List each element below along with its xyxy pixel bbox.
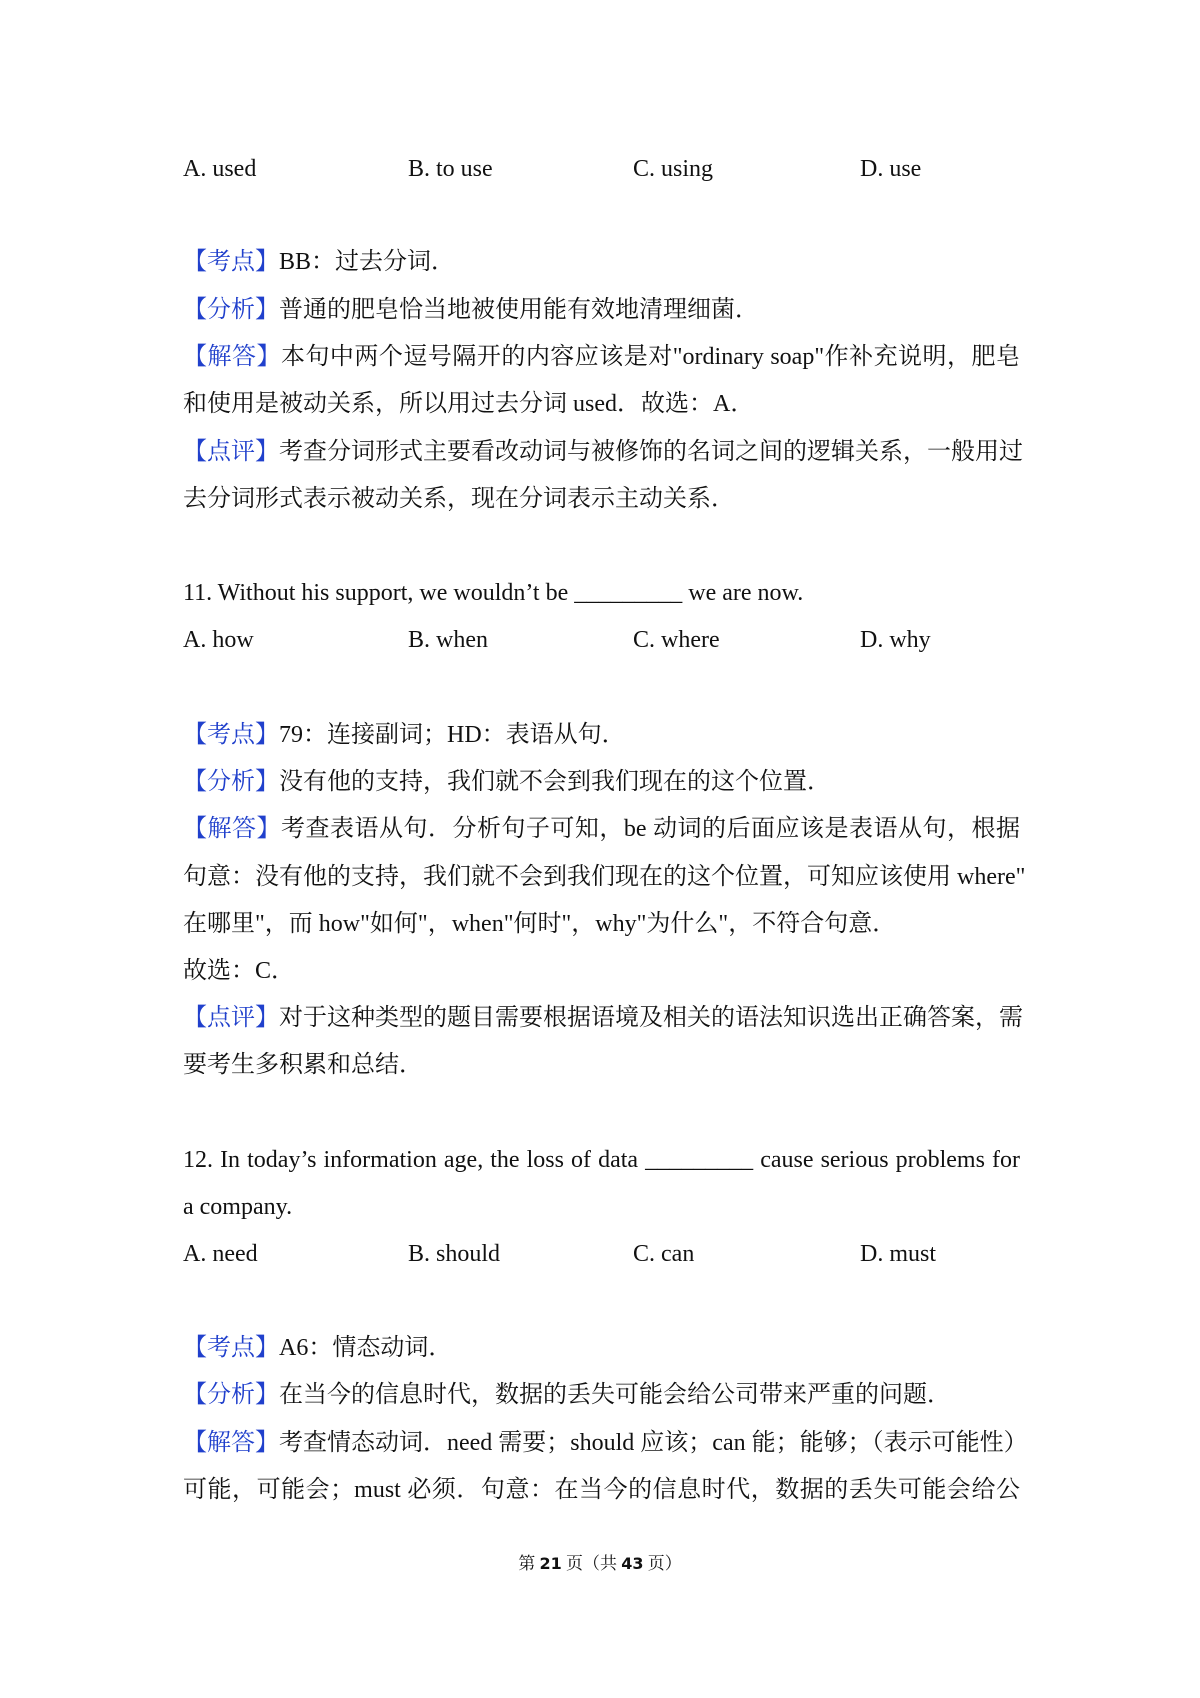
- q11-option-d: D. why: [860, 627, 931, 653]
- kaodian-label: 【考点】: [183, 1335, 279, 1361]
- jieda-line: 考查表语从句．分析句子可知，be 动词的后面应该是表语从句，根据: [280, 816, 1020, 842]
- kaodian-text: BB：过去分词．: [279, 249, 456, 275]
- fenxi-text: 普通的肥皂恰当地被使用能有效地清理细菌．: [279, 297, 759, 323]
- q12-fenxi: [183, 1372, 951, 1419]
- dianping-label: 【点评】: [183, 439, 279, 465]
- q10-option-c: C. using: [633, 156, 714, 182]
- q10-option-d: D. use: [860, 156, 922, 182]
- jieda-label: 【解答】: [183, 344, 281, 370]
- fenxi-label: 【分析】: [183, 297, 279, 323]
- dianping-line: 考查分词形式主要看改动词与被修饰的名词之间的逻辑关系，一般用过: [279, 439, 1023, 465]
- fenxi-text: 在当今的信息时代，数据的丢失可能会给公司带来严重的问题．: [279, 1382, 951, 1408]
- q10-option-a: A. used: [183, 156, 257, 182]
- q10-jieda-line-2: 和使用是被动关系，所以用过去分词 used．故选：A．: [183, 391, 755, 417]
- q11-jieda: [183, 806, 1020, 853]
- q11-options: [183, 617, 1083, 664]
- q12-options: [183, 1231, 1083, 1278]
- page-footer: [0, 1552, 1200, 1576]
- q12-jieda: [183, 1420, 1028, 1467]
- kaodian-text: 79：连接副词；HD：表语从句．: [279, 722, 626, 748]
- q11-dianping: [183, 995, 1023, 1042]
- q11-kaodian: [183, 712, 626, 759]
- q10-dianping: [183, 429, 1023, 476]
- current-page-number: 21: [539, 1554, 562, 1573]
- q12-option-d: D. must: [860, 1241, 937, 1267]
- jieda-label: 【解答】: [183, 816, 281, 842]
- q10-fenxi: [183, 287, 759, 334]
- q10-options: [183, 146, 1083, 193]
- fenxi-text: 没有他的支持，我们就不会到我们现在的这个位置．: [279, 769, 831, 795]
- q11-option-a: A. how: [183, 627, 254, 653]
- q11-option-c: C. where: [633, 627, 720, 653]
- q12-jieda-line-2: 可能，可能会；must 必须．句意：在当今的信息时代，数据的丢失可能会给公: [183, 1477, 1020, 1503]
- jieda-label: 【解答】: [183, 1430, 279, 1456]
- q12-option-a: A. need: [183, 1241, 258, 1267]
- kaodian-label: 【考点】: [183, 722, 279, 748]
- fenxi-label: 【分析】: [183, 769, 279, 795]
- q11-jieda-line-3: 在哪里"，而 how"如何"，when"何时"，why"为什么"，不符合句意．: [183, 911, 897, 937]
- footer-suffix: 页）: [643, 1554, 682, 1573]
- q10-jieda: [183, 334, 1020, 381]
- q12-kaodian: [183, 1325, 452, 1372]
- q10-kaodian: [183, 239, 455, 286]
- footer-middle: 页（共: [561, 1554, 622, 1573]
- jieda-line: 考查情态动词．need 需要；should 应该；can 能；能够；（表示可能性）: [279, 1430, 1028, 1456]
- dianping-line: 对于这种类型的题目需要根据语境及相关的语法知识选出正确答案，需: [279, 1005, 1023, 1031]
- kaodian-text: A6：情态动词．: [279, 1335, 453, 1361]
- q12-option-b: B. should: [408, 1241, 501, 1267]
- q12-option-c: C. can: [633, 1241, 695, 1267]
- q11-option-b: B. when: [408, 627, 488, 653]
- fenxi-label: 【分析】: [183, 1382, 279, 1408]
- footer-prefix: 第: [518, 1554, 540, 1573]
- q11-jieda-line-2: 句意：没有他的支持，我们就不会到我们现在的这个位置，可知应该使用 where": [183, 864, 1026, 890]
- q12-stem-line-2: a company.: [183, 1194, 293, 1220]
- total-pages-number: 43: [621, 1554, 644, 1573]
- q10-option-b: B. to use: [408, 156, 493, 182]
- kaodian-label: 【考点】: [183, 249, 279, 275]
- q11-stem: 11. Without his support, we wouldn’t be _________ we are now.: [183, 580, 804, 606]
- dianping-label: 【点评】: [183, 1005, 279, 1031]
- q11-dianping-line-2: 要考生多积累和总结．: [183, 1052, 423, 1078]
- q10-dianping-line-2: 去分词形式表示被动关系，现在分词表示主动关系．: [183, 486, 735, 512]
- jieda-line: 本句中两个逗号隔开的内容应该是对"ordinary soap"作补充说明，肥皂: [280, 344, 1021, 370]
- q12-stem: 12. In today’s information age, the loss of data _________ cause serious problems for: [183, 1147, 1020, 1173]
- q11-jieda-line-4: 故选：C．: [183, 958, 296, 984]
- q11-fenxi: [183, 759, 831, 806]
